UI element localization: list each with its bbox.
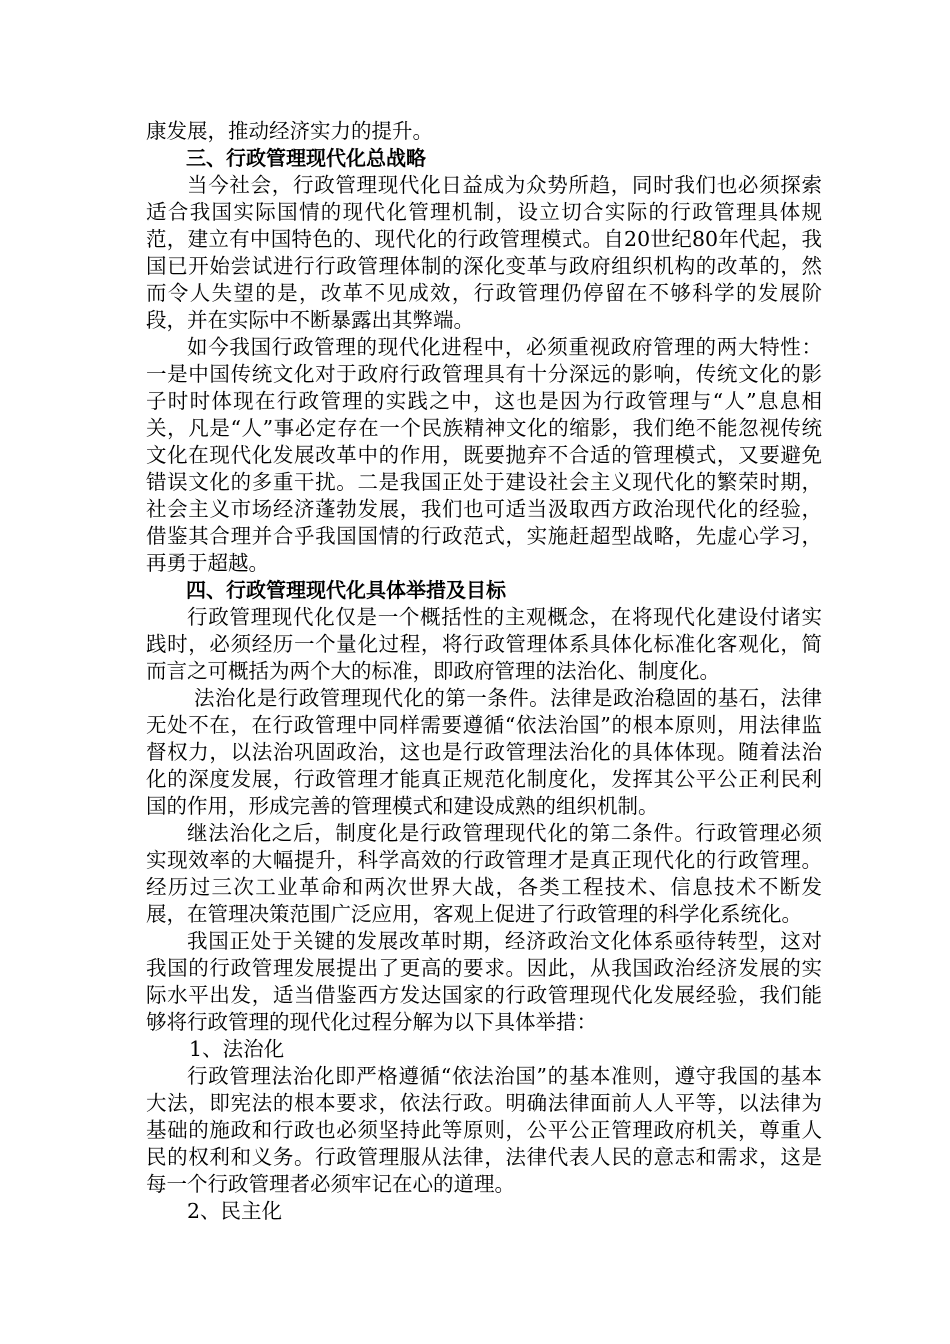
section-4-paragraph-1: 行政管理现代化仅是一个概括性的主观概念，在将现代化建设付诸实践时，必须经历一个量化过程，将行政管理体系具体化标准化客观化，简而言之可概括为两个大的标准，即政府管理的法治化、制度化。 xyxy=(146,605,822,683)
section-4-paragraph-3: 继法治化之后，制度化是行政管理现代化的第二条件。行政管理必须实现效率的大幅提升，科学高效的行政管理才是真正现代化的行政管理。经历过三次工业革命和两次世界大战，各类工程技术、信息技术不断发展，在管理决策范围广泛应用，客观上促进了行政管理的科学化系统化。 xyxy=(146,821,822,926)
section-4-heading: 四、行政管理现代化具体举措及目标 xyxy=(186,578,506,602)
item-1-heading: 1、法治化 xyxy=(189,1037,285,1061)
section-3-paragraph-2: 如今我国行政管理的现代化进程中，必须重视政府管理的两大特性：一是中国传统文化对于政府行政管理具有十分深远的影响，传统文化的影子时时体现在行政管理的实践之中，这也是因为行政管理与“人”息息相关，凡是“人”事必定存在一个民族精神文化的缩影，我们绝不能忽视传统文化在现代化发展改革中的作用，既要抛弃不合适的管理模式，又要避免错误文化的多重干扰。二是我国正处于建设社会主义现代化的繁荣时期，社会主义市场经济蓬勃发展，我们也可适当汲取西方政治现代化的经验，借鉴其合理并合乎我国国情的行政范式，实施赶超型战略，先虚心学习，再勇于超越。 xyxy=(146,335,822,575)
document-page xyxy=(146,118,822,1225)
section-3-heading: 三、行政管理现代化总战略 xyxy=(186,146,426,170)
section-4-paragraph-2: 法治化是行政管理现代化的第一条件。法律是政治稳固的基石，法律无处不在，在行政管理中同样需要遵循“依法治国”的根本原则，用法律监督权力，以法治巩固政治，这也是行政管理法治化的具体体现。随着法治化的深度发展，行政管理才能真正规范化制度化，发挥其公平公正利民利国的作用，形成完善的管理模式和建设成熟的组织机制。 xyxy=(146,686,822,818)
continuation-paragraph: 康发展，推动经济实力的提升。 xyxy=(146,119,433,143)
item-1-paragraph: 行政管理法治化即严格遵循“依法治国”的基本准则，遵守我国的基本大法，即宪法的根本要求，依法行政。明确法律面前人人平等，以法律为基础的施政和行政也必须坚持此等原则，公平公正管理政府机关，尊重人民的权利和义务。行政管理服从法律，法律代表人民的意志和需求，这是每一个行政管理者必须牢记在心的道理。 xyxy=(146,1064,822,1196)
section-3-paragraph-1: 当今社会，行政管理现代化日益成为众势所趋，同时我们也必须探索适合我国实际国情的现代化管理机制，设立切合实际的行政管理具体规范，建立有中国特色的、现代化的行政管理模式。自20世纪80年代起，我国已开始尝试进行行政管理体制的深化变革与政府组织机构的改革的，然而令人失望的是，改革不见成效，行政管理仍停留在不够科学的发展阶段，并在实际中不断暴露出其弊端。 xyxy=(146,173,822,332)
section-4-paragraph-4: 我国正处于关键的发展改革时期，经济政治文化体系亟待转型，这对我国的行政管理发展提出了更高的要求。因此，从我国政治经济发展的实际水平出发，适当借鉴西方发达国家的行政管理现代化发展经验，我们能够将行政管理的现代化过程分解为以下具体举措： xyxy=(146,929,822,1034)
item-2-heading: 2、民主化 xyxy=(187,1199,283,1223)
